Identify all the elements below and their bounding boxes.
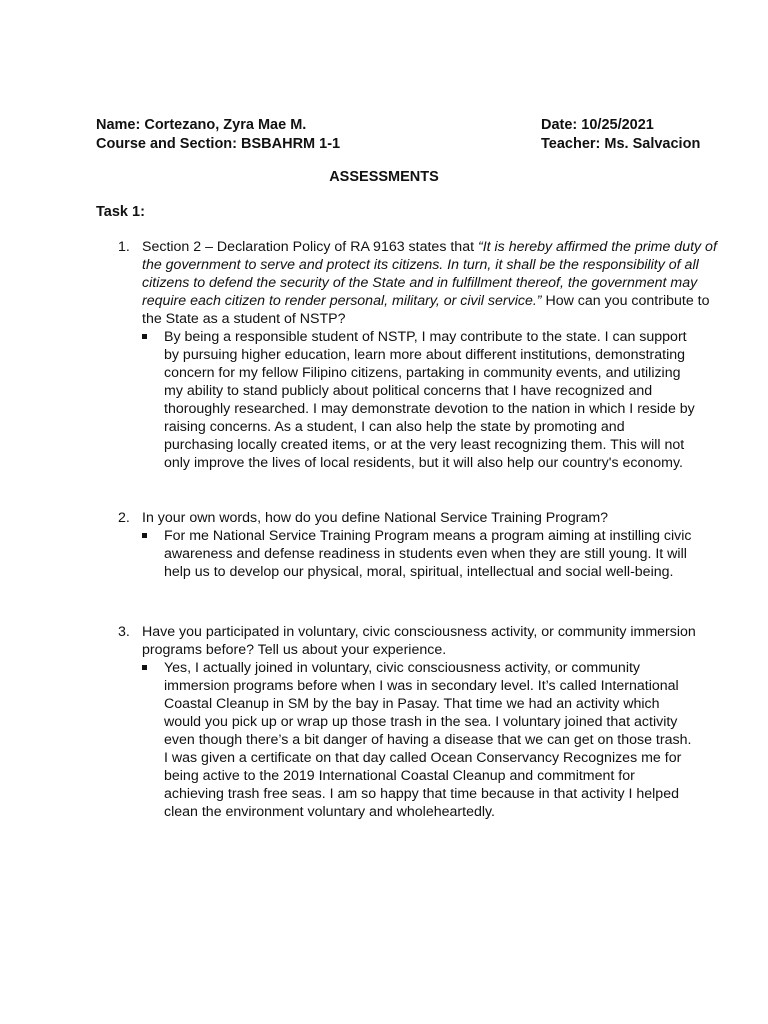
bullet-icon [142, 665, 147, 670]
question-text: Have you participated in voluntary, civic consciousness activity, or community immersion programs before? Tell us about your experience. [142, 624, 696, 658]
course-section: Course and Section: BSBAHRM 1-1 [96, 136, 341, 152]
answer-text: Yes, I actually joined in voluntary, civic consciousness activity, or community immersion programs before when I was in secondary level. It’s called International Coastal Cleanup in SM by the bay in Pasay. That time we had an activity which would you pick up or wrap up those trash in the sea. I voluntary joined that activity even though there’s a bit danger of having a disease that we can get on those trash. I was given a certificate on that day called Ocean Conservancy Recognizes me for being active to the 2019 International Coastal Cleanup and commitment for achieving trash free seas. I am so happy that time because in that activity I helped clean the environment voluntary and wholeheartedly. [164, 660, 692, 820]
question-number: 1. [118, 239, 130, 255]
question-1 [118, 238, 718, 472]
question-number: 3. [118, 624, 130, 640]
teacher: Teacher: Ms. Salvacion [541, 136, 701, 152]
question-suffix: How can you contribute to the State as a student of NSTP? [142, 293, 710, 327]
student-info [96, 116, 340, 154]
question-prefix: Section 2 – Declaration Policy of RA 9163 states that [142, 239, 478, 255]
answer-text: For me National Service Training Program means a program aiming at instilling civic awareness and defense readiness in students even when they are still young. It will help us to develop our physical, moral, spiritual, intellectual and social well-being. [164, 528, 692, 580]
bullet-icon [142, 533, 147, 538]
question-number: 2. [118, 510, 130, 526]
student-name: Name: Cortezano, Zyra Mae M. [96, 117, 307, 133]
answer-text: By being a responsible student of NSTP, I may contribute to the state. I can support by pursuing higher education, learn more about different institutions, demonstrating concern for my fellow Filipino citizens, partaking in community events, and utilizing my ability to stand publicly about political concerns that I have recognized and thoroughly researched. I may demonstrate devotion to the nation in which I reside by raising concerns. As a student, I can also help the state by promoting and purchasing locally created items, or at the very least recognizing them. This will not only improve the lives of local residents, but it will also help our country's economy. [164, 329, 695, 471]
answer-3 [164, 659, 718, 821]
question-2 [118, 509, 718, 581]
answer-2 [164, 527, 718, 581]
question-text [142, 238, 718, 328]
question-3 [118, 623, 718, 821]
bullet-icon [142, 334, 147, 339]
date-teacher-info [541, 116, 700, 154]
question-text: In your own words, how do you define National Service Training Program? [142, 510, 609, 526]
quoted-policy: “It is hereby affirmed the prime duty of the government to serve and protect its citizens. In turn, it shall be the responsibility of all citizens to defend the security of the State and in fulfillment thereof, the government may require each citizen to render personal, military, or civil service.” [142, 239, 717, 309]
page-title: ASSESSMENTS [329, 169, 439, 185]
date: Date: 10/25/2021 [541, 117, 654, 133]
task-heading: Task 1: [96, 204, 145, 220]
answer-1 [164, 328, 718, 472]
